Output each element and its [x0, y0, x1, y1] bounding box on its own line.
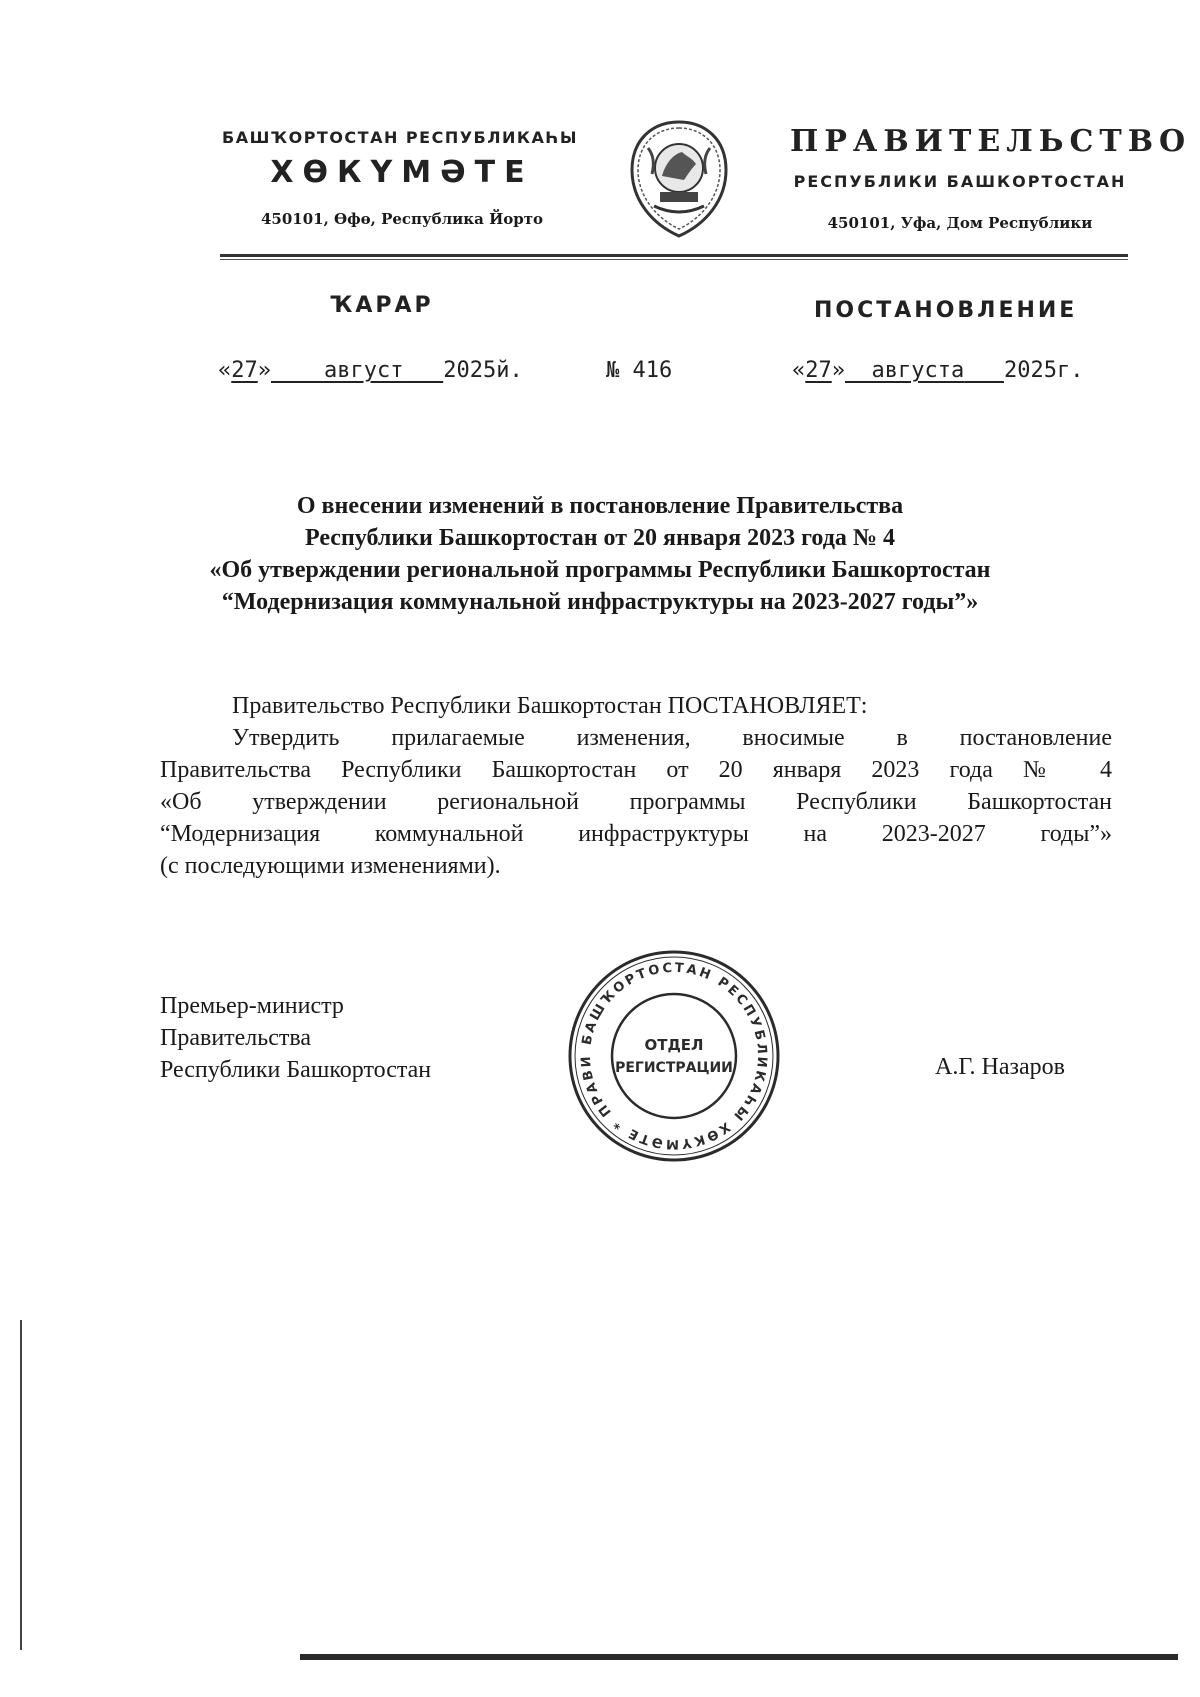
body-line: Утвердить прилагаемые изменения, вносимые в постановление: [232, 725, 1112, 751]
header-divider: [220, 254, 1128, 257]
registration-seal: [564, 946, 784, 1166]
date-left-day: 27: [231, 358, 258, 383]
header-left-address: 450101, Өфө, Республика Йорто: [260, 210, 544, 228]
header-right-address: 450101, Уфа, Дом Республики: [827, 214, 1093, 232]
date-right-month-wrap: [845, 358, 1004, 383]
title-line: Республики Башкортостан от 20 января 2023 года № 4: [305, 525, 895, 551]
title-line: О внесении изменений в постановление Правительства: [296, 493, 904, 519]
header-right-republic: РЕСПУБЛИКИ БАШКОРТОСТАН: [793, 172, 1127, 191]
date-left-month: август: [323, 358, 404, 383]
document-body: [160, 690, 1112, 882]
date-left-year: 2025й.: [443, 358, 523, 383]
header-divider-thin: [220, 259, 1128, 260]
signatory-name: А.Г. Назаров: [935, 1054, 1065, 1080]
date-right: «27» августа 2025г.: [792, 358, 1084, 383]
scan-margin-mark: [20, 1320, 22, 1650]
position-line: Республики Башкортостан: [160, 1057, 432, 1083]
header-left-republic: БАШҠОРТОСТАН РЕСПУБЛИКАҺЫ: [222, 128, 578, 147]
header-right-government: ПРАВИТЕЛЬСТВО: [790, 124, 1192, 159]
bashkortostan-emblem-icon: [626, 118, 732, 240]
body-line: Правительство Республики Башкортостан ПОСТАНОВЛЯЕТ:: [232, 693, 868, 719]
date-right-day: 27: [805, 358, 832, 383]
date-left-month-wrap: [271, 358, 443, 383]
seal-center-line2: РЕГИСТРАЦИИ: [615, 1060, 733, 1076]
body-line: (с последующими изменениями).: [160, 853, 501, 879]
body-line: Правительства Республики Башкортостан от 20 января 2023 года № 4: [160, 757, 1112, 783]
body-line: “Модернизация коммунальной инфраструктуры на 2023-2027 годы”»: [160, 821, 1112, 847]
date-right-month: августа: [871, 358, 965, 383]
doc-type-right: ПОСТАНОВЛЕНИЕ: [814, 298, 1078, 323]
title-line: “Модернизация коммунальной инфраструктуры на 2023-2027 годы”»: [221, 589, 979, 615]
date-right-year: 2025г.: [1003, 358, 1084, 383]
scan-bottom-bar: [300, 1654, 1178, 1660]
date-left: «27» август 2025й.: [218, 358, 523, 383]
seal-outer-text: БАШҠОРТОСТАН РЕСПУБЛИКАҺЫ ХӨКҮМӘТЕ * ПРАВИ: [578, 960, 770, 1152]
document-title: [150, 490, 1050, 618]
title-line: «Об утверждении региональной программы Республики Башкортостан: [209, 557, 991, 583]
seal-center-line1: ОТДЕЛ: [644, 1036, 704, 1054]
signatory-position: [160, 990, 431, 1086]
doc-number: № 416: [606, 358, 673, 383]
header-left-government: ХӨКҮМӘТЕ: [270, 155, 534, 190]
position-line: Правительства: [160, 1025, 312, 1051]
body-line: «Об утверждении региональной программы Республики Башкортостан: [160, 789, 1112, 815]
doc-type-left: ҠАРАР: [330, 293, 434, 318]
position-line: Премьер-министр: [160, 993, 344, 1019]
